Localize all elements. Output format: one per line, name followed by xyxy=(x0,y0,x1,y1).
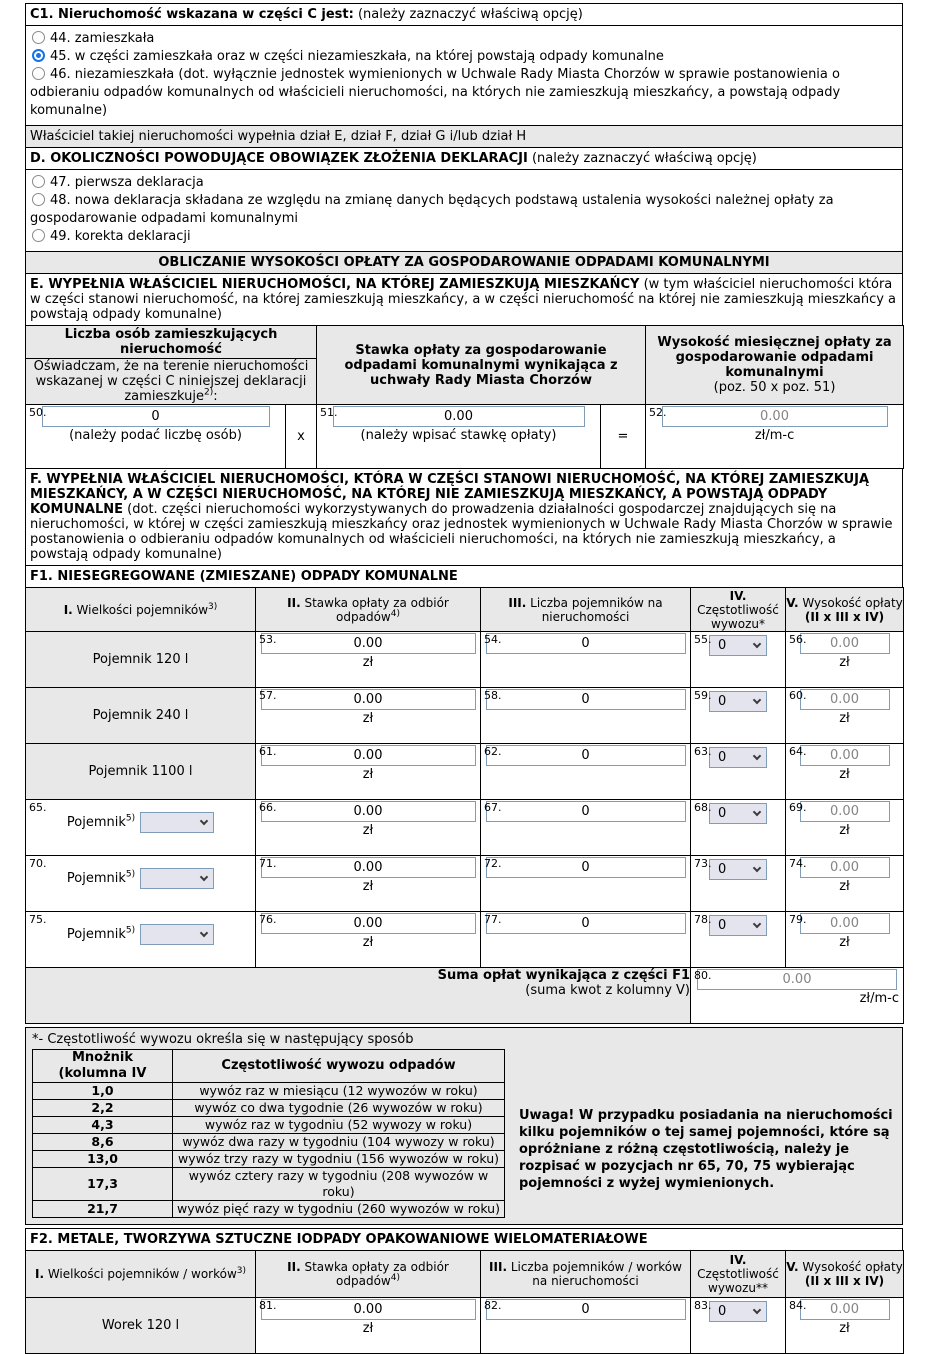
section-c1-footer: Właściciel takiej nieruchomości wypełnia dział E, dział F, dział G i/lub dział H xyxy=(25,125,903,148)
field-57-input[interactable] xyxy=(261,689,476,710)
field-73-select[interactable]: 0 xyxy=(709,859,767,880)
section-f2-title: F2. METALE, TWORZYWA SZTUCZNE IODPADY OPAKOWANIOWE WIELOMATERIAŁOWE xyxy=(25,1228,903,1251)
section-f2 xyxy=(25,1228,903,1354)
container-label: Pojemnik$^{5)}$ xyxy=(66,869,136,886)
container-70-select[interactable] xyxy=(140,868,214,889)
frequency-footnote-box xyxy=(25,1027,903,1225)
f1-col3-header: III. Liczba pojemników na nieruchomości xyxy=(481,588,691,632)
e-col1-header: Liczba osób zamieszkujących nieruchomość xyxy=(26,326,317,359)
field-60-cell: 60. 0.00 zł xyxy=(786,688,904,744)
e-col3-title: Wysokość miesięcznej opłaty za gospodarowanie odpadami komunalnymi xyxy=(657,335,892,380)
field-55-cell: 55. 0 xyxy=(691,632,786,688)
field-68-cell: 68. 0 xyxy=(691,800,786,856)
container-label: Pojemnik$^{5)}$ xyxy=(66,925,136,942)
radio-label: 48. nowa deklaracja składana ze względu na zmianę danych będących podstawą ustalenia wysokości należnej opłaty za gospodarowanie odpadami komunalnymi xyxy=(30,193,834,226)
field-64-input[interactable] xyxy=(800,745,890,766)
field-57-cell: 57. 0.00 zł xyxy=(256,688,481,744)
field-76-cell: 76. 0.00 zł xyxy=(256,912,481,968)
declaration-form xyxy=(25,3,903,1354)
field-80-unit: zł/m-c xyxy=(859,991,899,1006)
section-f1-table xyxy=(25,587,904,1024)
section-e-header xyxy=(25,273,903,326)
chevron-down-icon xyxy=(753,864,761,872)
field-61-input[interactable] xyxy=(261,745,476,766)
field-76-input[interactable] xyxy=(261,913,476,934)
field-66-input[interactable] xyxy=(261,801,476,822)
field-55-select[interactable]: 0 xyxy=(709,635,767,656)
field-63-select[interactable]: 0 xyxy=(709,747,767,768)
field-60-input[interactable] xyxy=(800,689,890,710)
footnote-intro: *- Częstotliwość wywozu określa się w następujący sposób xyxy=(32,1032,414,1047)
field-50-note: (należy podać liczbę osób) xyxy=(69,428,242,443)
chevron-down-icon xyxy=(753,640,761,648)
f1-col4-header: IV. Częstotliwość wywozu* xyxy=(691,588,786,632)
table-row: 21,7 wywóz pięć razy w tygodniu (260 wywozów w roku) xyxy=(33,1201,505,1218)
field-63-cell: 63. 0 xyxy=(691,744,786,800)
uwaga-note: Uwaga! W przypadku posiadania na nieruchomości kilku pojemników o tej samej pojemności, które są opróżniane z różną częstotliwością, należy je rozpisać w pozycjach nr 65, 70, 75 wybierając pojemności z wyżej wymienionych. xyxy=(519,1108,893,1191)
radio-option-49[interactable] xyxy=(30,228,898,246)
section-f2-table xyxy=(25,1250,904,1354)
field-83-cell: 83. 0 xyxy=(691,1298,786,1354)
radio-icon[interactable] xyxy=(32,31,45,44)
table-row-pojemnik-120 xyxy=(26,632,904,688)
field-72-input[interactable] xyxy=(486,857,686,878)
field-58-cell: 58. 0 xyxy=(481,688,691,744)
field-82-input[interactable] xyxy=(486,1299,686,1320)
field-58-input[interactable] xyxy=(486,689,686,710)
container-choice-cell: 75. Pojemnik$^{5)}$ xyxy=(26,912,256,968)
section-d-note: (należy zaznaczyć właściwą opcję) xyxy=(531,151,757,166)
table-row: 4,3 wywóz raz w tygodniu (52 wywozy w roku) xyxy=(33,1117,505,1134)
section-f-title: F. WYPEŁNIA WŁAŚCICIEL NIERUCHOMOŚCI, KTÓRA W CZĘŚCI STANOWI NIERUCHOMOŚĆ, NA KTÓREJ ZAMIESZKUJĄ MIESZKAŃCY, A W CZĘŚCI NIERUCHOMOŚĆ, NA KTÓREJ NIE ZAMIESZKUJĄ MIESZKAŃCY, A POWSTAJĄ ODPADY KOMUNALNE xyxy=(30,472,870,517)
table-row: 1,0 wywóz raz w miesiącu (12 wywozów w roku) xyxy=(33,1083,505,1100)
field-51-cell xyxy=(317,405,601,469)
radio-option-46[interactable] xyxy=(30,66,898,120)
radio-label: 49. korekta deklaracji xyxy=(50,229,191,244)
field-79-cell: 79. 0.00 zł xyxy=(786,912,904,968)
chevron-down-icon xyxy=(753,752,761,760)
field-52-unit: zł/m-c xyxy=(754,428,795,443)
f2-header-row xyxy=(26,1251,904,1298)
field-84-cell: 84. 0.00 zł xyxy=(786,1298,904,1354)
multiplier-table xyxy=(32,1049,505,1218)
f2-col4-header: IV. Częstotliwość wywozu** xyxy=(691,1251,786,1298)
field-81-input[interactable] xyxy=(261,1299,476,1320)
radio-icon[interactable] xyxy=(32,193,45,206)
table-row: 13,0 wywóz trzy razy w tygodniu (156 wywozów w roku) xyxy=(33,1151,505,1168)
table-row: 8,6 wywóz dwa razy w tygodniu (104 wywozy w roku) xyxy=(33,1134,505,1151)
radio-icon[interactable] xyxy=(32,49,45,62)
field-53-cell: 53. 0.00 zł xyxy=(256,632,481,688)
f1-sum-label: Suma opłat wynikająca z części F1 xyxy=(437,968,690,983)
container-65-select[interactable] xyxy=(140,812,214,833)
field-67-cell: 67. 0 xyxy=(481,800,691,856)
container-name: Worek 120 l xyxy=(26,1298,256,1354)
field-84-input[interactable] xyxy=(800,1299,890,1320)
section-e-title: E. WYPEŁNIA WŁAŚCICIEL NIERUCHOMOŚCI, NA KTÓREJ ZAMIESZKUJĄ MIESZKAŃCY xyxy=(30,277,640,292)
chevron-down-icon xyxy=(753,1306,761,1314)
e-col1-subheader: Oświadczam, że na terenie nieruchomości wskazanej w części C niniejszej deklaracji zamieszkuje$^{2)}$: xyxy=(26,359,317,405)
field-59-select[interactable]: 0 xyxy=(709,691,767,712)
field-56-input[interactable] xyxy=(800,633,890,654)
table-row-worek-120 xyxy=(26,1298,904,1354)
section-c1-note: (należy zaznaczyć właściwą opcję) xyxy=(357,7,583,22)
radio-option-47[interactable] xyxy=(30,174,898,192)
field-54-input[interactable] xyxy=(486,633,686,654)
e-col3-header xyxy=(646,326,904,405)
field-73-cell: 73. 0 xyxy=(691,856,786,912)
field-62-input[interactable] xyxy=(486,745,686,766)
field-66-cell: 66. 0.00 zł xyxy=(256,800,481,856)
chevron-down-icon xyxy=(753,696,761,704)
f2-col1-header: I. Wielkości pojemników / worków$^{3)}$ xyxy=(26,1251,256,1298)
field-52-input[interactable] xyxy=(662,406,888,427)
field-79-input[interactable] xyxy=(800,913,890,934)
multiplier-table-header xyxy=(33,1050,505,1083)
chevron-down-icon xyxy=(753,920,761,928)
f1-col1-header: I. Wielkości pojemników$^{3)}$ xyxy=(26,588,256,632)
table-row: 2,2 wywóz co dwa tygodnie (26 wywozów w roku) xyxy=(33,1100,505,1117)
field-50-cell xyxy=(26,405,286,469)
section-d-header xyxy=(25,147,903,170)
f2-col2-header: II. Stawka opłaty za odbiór odpadów$^{4)}$ xyxy=(256,1251,481,1298)
field-52-number: 52. xyxy=(649,406,667,419)
chevron-down-icon xyxy=(753,808,761,816)
container-name: Pojemnik 240 l xyxy=(26,688,256,744)
table-row-pojemnik-75 xyxy=(26,912,904,968)
container-choice-cell: 65. Pojemnik$^{5)}$ xyxy=(26,800,256,856)
e-col2-header: Stawka opłaty za gospodarowanie odpadami komunalnymi wynikająca z uchwały Rady Miasta Chorzów xyxy=(317,326,646,405)
section-c1-title: C1. Nieruchomość wskazana w części C jest: xyxy=(30,7,354,22)
f2-col3-header: III. Liczba pojemników / worków na nieruchomości xyxy=(481,1251,691,1298)
chevron-down-icon xyxy=(200,873,208,881)
section-c1-header xyxy=(25,3,903,26)
container-75-select[interactable] xyxy=(140,924,214,945)
field-52-cell xyxy=(646,405,904,469)
field-61-cell: 61. 0.00 zł xyxy=(256,744,481,800)
field-50-input[interactable] xyxy=(42,406,270,427)
field-51-number: 51. xyxy=(320,406,338,419)
field-77-input[interactable] xyxy=(486,913,686,934)
section-f1-title: F1. NIESEGREGOWANE (ZMIESZANE) ODPADY KOMUNALNE xyxy=(25,565,903,588)
frequency-col-header: Częstotliwość wywozu odpadów xyxy=(173,1050,505,1083)
container-name: Pojemnik 120 l xyxy=(26,632,256,688)
field-71-input[interactable] xyxy=(261,857,476,878)
f1-sum-label-cell xyxy=(26,968,691,1024)
section-e-table xyxy=(25,325,904,469)
field-74-cell: 74. 0.00 zł xyxy=(786,856,904,912)
field-51-input[interactable] xyxy=(333,406,585,427)
radio-option-44[interactable] xyxy=(30,30,898,48)
calculation-banner: OBLICZANIE WYSOKOŚCI OPŁATY ZA GOSPODAROWANIE ODPADAMI KOMUNALNYMI xyxy=(25,251,903,274)
table-row-pojemnik-1100 xyxy=(26,744,904,800)
field-80-input[interactable] xyxy=(697,969,897,990)
container-label: Pojemnik$^{5)}$ xyxy=(66,813,136,830)
f1-sum-row xyxy=(26,968,904,1024)
field-80-cell: 80. 0.00 zł/m-c xyxy=(691,968,904,1024)
field-68-select[interactable]: 0 xyxy=(709,803,767,824)
field-56-cell: 56. 0.00 zł xyxy=(786,632,904,688)
f1-header-row xyxy=(26,588,904,632)
field-71-cell: 71. 0.00 zł xyxy=(256,856,481,912)
field-67-input[interactable] xyxy=(486,801,686,822)
f1-col2-header: II. Stawka opłaty za odbiór odpadów$^{4)}$ xyxy=(256,588,481,632)
field-69-input[interactable] xyxy=(800,801,890,822)
radio-option-45[interactable] xyxy=(30,48,898,66)
section-c1-options xyxy=(25,25,903,126)
radio-icon[interactable] xyxy=(32,67,45,80)
radio-icon[interactable] xyxy=(32,175,45,188)
field-64-cell: 64. 0.00 zł xyxy=(786,744,904,800)
field-77-cell: 77. 0 xyxy=(481,912,691,968)
field-74-input[interactable] xyxy=(800,857,890,878)
field-59-cell: 59. 0 xyxy=(691,688,786,744)
multiply-operator: x xyxy=(286,405,317,469)
field-83-select[interactable]: 0 xyxy=(709,1301,767,1322)
multiplier-col-header: Mnożnik (kolumna IV xyxy=(33,1050,173,1083)
chevron-down-icon xyxy=(200,817,208,825)
field-69-cell: 69. 0.00 zł xyxy=(786,800,904,856)
section-f-note: (dot. części nieruchomości wykorzystywanych do prowadzenia działalności gospodarczej znajdujących się na nieruchomości, w której w części zamieszkują mieszkańcy oraz jednostek wymienionych w Uchwale Rady Miasta Chorzów w sprawie postanowienia o odbieraniu odpadów komunalnych od właścicieli nieruchomości, na których nie zamieszkują mieszkańcy, a powstają odpady komunalne) xyxy=(30,502,893,562)
field-54-cell: 54. 0 xyxy=(481,632,691,688)
equals-operator: = xyxy=(601,405,646,469)
table-row-pojemnik-70 xyxy=(26,856,904,912)
radio-label: 44. zamieszkała xyxy=(50,31,155,46)
field-51-note: (należy wpisać stawkę opłaty) xyxy=(360,428,557,443)
chevron-down-icon xyxy=(200,929,208,937)
field-82-cell: 82. 0 xyxy=(481,1298,691,1354)
container-choice-cell: 70. Pojemnik$^{5)}$ xyxy=(26,856,256,912)
field-50-number: 50. xyxy=(29,406,47,419)
radio-label: 46. niezamieszkała (dot. wyłącznie jednostek wymienionych w Uchwale Rady Miasta Chorzów w sprawie postanowienia o odbieraniu odpadów komunalnych od właścicieli nieruchomości, na których nie zamieszkują mieszkańcy, a powstają odpady komunalne) xyxy=(30,67,841,118)
table-row-pojemnik-65 xyxy=(26,800,904,856)
container-name: Pojemnik 1100 l xyxy=(26,744,256,800)
f1-col5-header: V. Wysokość opłaty (II x III x IV) xyxy=(786,588,904,632)
e-col3-note: (poz. 50 x poz. 51) xyxy=(713,380,836,395)
section-d-title: D. OKOLICZNOŚCI POWODUJĄCE OBOWIĄZEK ZŁOŻENIA DEKLARACJI xyxy=(30,151,528,166)
field-53-input[interactable] xyxy=(261,633,476,654)
field-78-select[interactable]: 0 xyxy=(709,915,767,936)
section-e-note: (w tym właściciel nieruchomości która w części stanowi nieruchomość, na której zamieszkują mieszkańcy, a w części nieruchomość na której nie zamieszkują mieszkańcy a powstają odpady komunalne) xyxy=(30,277,897,322)
field-78-cell: 78. 0 xyxy=(691,912,786,968)
section-d-options xyxy=(25,169,903,252)
field-81-cell: 81. 0.00 zł xyxy=(256,1298,481,1354)
section-f-header xyxy=(25,468,903,566)
field-62-cell: 62. 0 xyxy=(481,744,691,800)
radio-option-48[interactable] xyxy=(30,192,898,228)
radio-icon[interactable] xyxy=(32,229,45,242)
f2-col5-header: V. Wysokość opłaty (II x III x IV) xyxy=(786,1251,904,1298)
radio-label: 47. pierwsza deklaracja xyxy=(50,175,204,190)
field-72-cell: 72. 0 xyxy=(481,856,691,912)
radio-label: 45. w części zamieszkała oraz w części niezamieszkała, na której powstają odpady komunalne xyxy=(50,49,664,64)
f1-sum-note: (suma kwot z kolumny V) xyxy=(525,983,690,998)
table-row: 17,3 wywóz cztery razy w tygodniu (208 wywozów w roku) xyxy=(33,1168,505,1201)
table-row-pojemnik-240 xyxy=(26,688,904,744)
